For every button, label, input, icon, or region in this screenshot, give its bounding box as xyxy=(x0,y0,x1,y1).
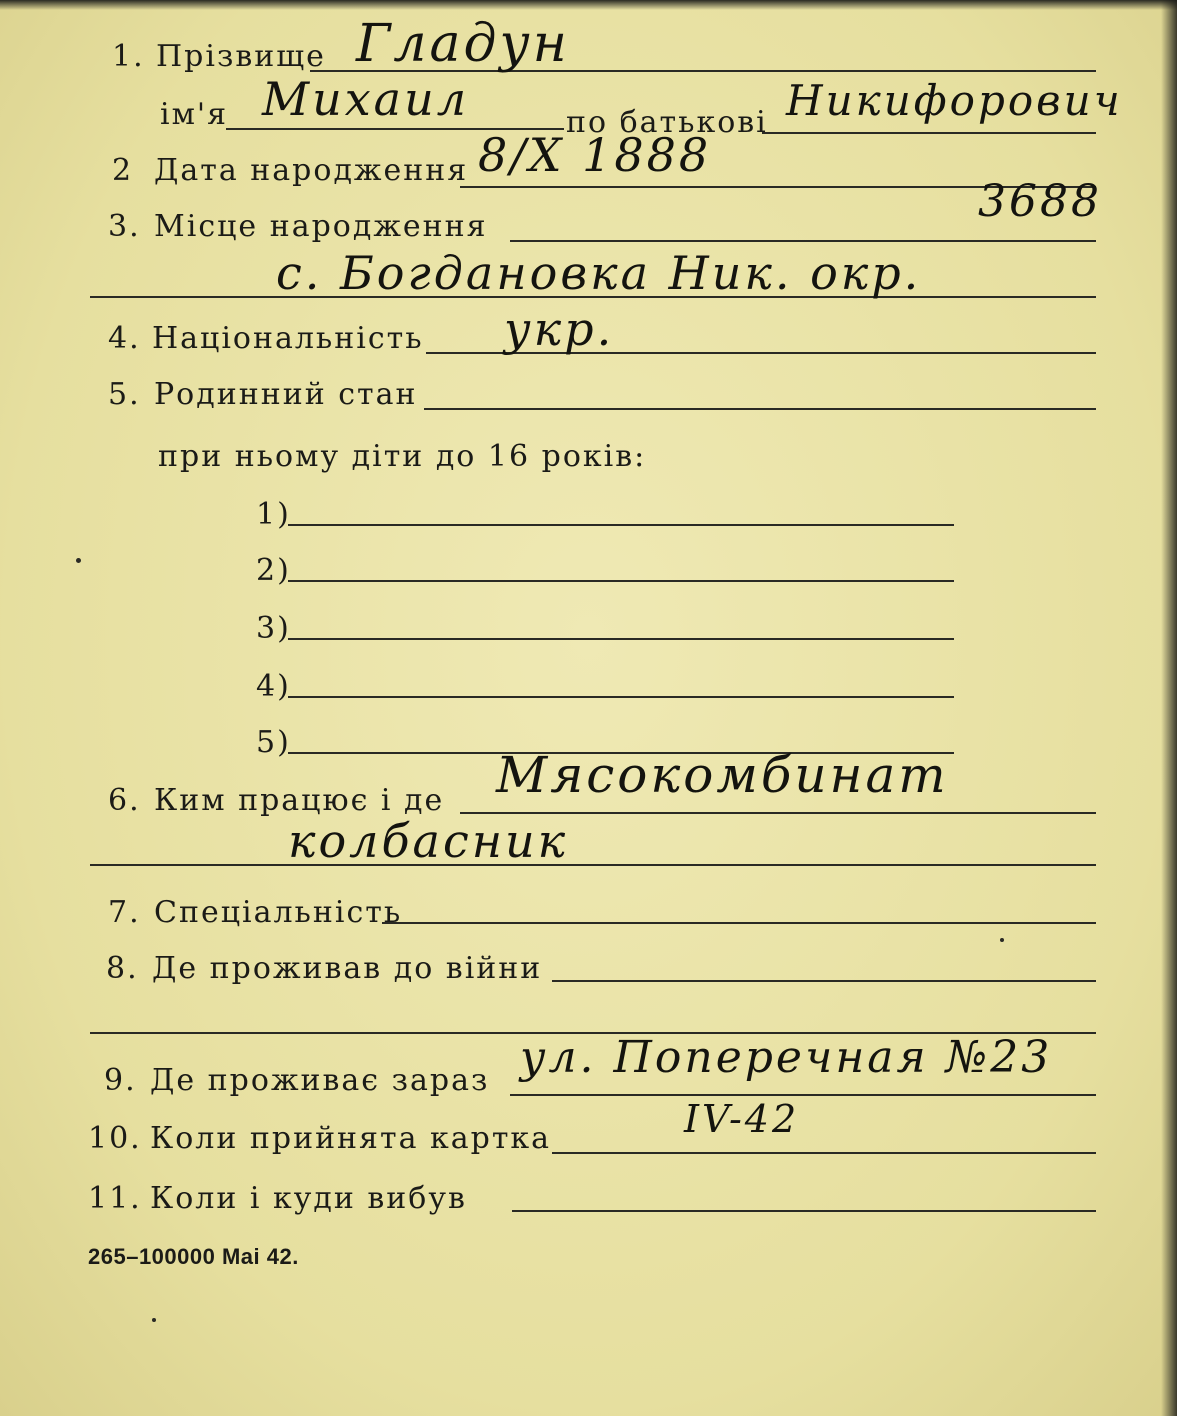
archive-number-mark: 3688 xyxy=(978,176,1102,227)
child-4-label: 4) xyxy=(256,669,291,704)
employer-value-2: колбасник xyxy=(288,814,569,868)
current-residence-value: ул. Поперечная №23 xyxy=(520,1032,1053,1083)
birth-place-value: с. Богдановка Ник. окр. xyxy=(276,246,922,300)
marital-status-line xyxy=(424,408,1096,410)
card-accepted-line xyxy=(552,1152,1096,1154)
child-5-label: 5) xyxy=(256,725,291,760)
birth-date-label: Дата народження xyxy=(154,153,469,188)
departure-line xyxy=(512,1210,1096,1212)
specialty-label: Спеціальність xyxy=(154,895,403,930)
birth-date-value: 8/X 1888 xyxy=(478,128,712,182)
paper-speck xyxy=(152,1318,156,1322)
child-1-line xyxy=(288,524,954,526)
birth-place-line xyxy=(510,240,1096,242)
first-name-value: Михаил xyxy=(262,72,470,126)
field-6-number: 6. xyxy=(108,783,141,818)
current-residence-label: Де проживає зараз xyxy=(150,1063,490,1098)
field-5-number: 5. xyxy=(108,377,141,412)
paper-speck xyxy=(76,558,81,563)
departure-label: Коли і куди вибув xyxy=(150,1181,467,1216)
specialty-line xyxy=(382,922,1096,924)
prewar-residence-line xyxy=(552,980,1096,982)
employer-label: Ким працює і де xyxy=(154,783,445,818)
card-accepted-label: Коли прийнята картка xyxy=(150,1121,552,1156)
employer-value: Мясокомбинат xyxy=(496,746,949,804)
paper-speck xyxy=(1000,938,1004,942)
nationality-label: Національність xyxy=(152,321,424,356)
employer-line-2 xyxy=(90,864,1096,866)
children-label: при ньому діти до 16 років: xyxy=(158,439,647,474)
child-1-label: 1) xyxy=(256,497,291,532)
surname-value: Гладун xyxy=(356,14,570,74)
child-2-label: 2) xyxy=(256,553,291,588)
patronymic-line xyxy=(762,132,1096,134)
patronymic-value: Никифорович xyxy=(786,76,1123,125)
patronymic-label: по батькові xyxy=(566,105,768,140)
field-8-number: 8. xyxy=(106,951,139,986)
paper-top-edge xyxy=(0,0,1177,10)
print-imprint: 265–100000 Mai 42. xyxy=(88,1244,299,1269)
birth-place-label: Місце народження xyxy=(154,209,488,244)
prewar-residence-label: Де проживав до війни xyxy=(152,951,543,986)
child-4-line xyxy=(288,696,954,698)
field-10-number: 10. xyxy=(88,1121,142,1156)
current-residence-line xyxy=(510,1094,1096,1096)
surname-label: Прізвище xyxy=(156,39,326,74)
field-9-number: 9. xyxy=(104,1063,137,1098)
field-11-number: 11. xyxy=(88,1181,142,1216)
child-3-label: 3) xyxy=(256,611,291,646)
field-2-number: 2 xyxy=(112,153,134,188)
child-2-line xyxy=(288,580,954,582)
first-name-label: ім'я xyxy=(160,97,229,132)
field-4-number: 4. xyxy=(108,321,141,356)
field-1-number: 1. xyxy=(112,39,145,74)
card-accepted-value: IV-42 xyxy=(684,1097,800,1141)
paper-right-edge xyxy=(1161,0,1177,1416)
field-3-number: 3. xyxy=(108,209,141,244)
nationality-value: укр. xyxy=(504,302,615,356)
child-3-line xyxy=(288,638,954,640)
field-7-number: 7. xyxy=(108,895,141,930)
marital-status-label: Родинний стан xyxy=(154,377,418,412)
